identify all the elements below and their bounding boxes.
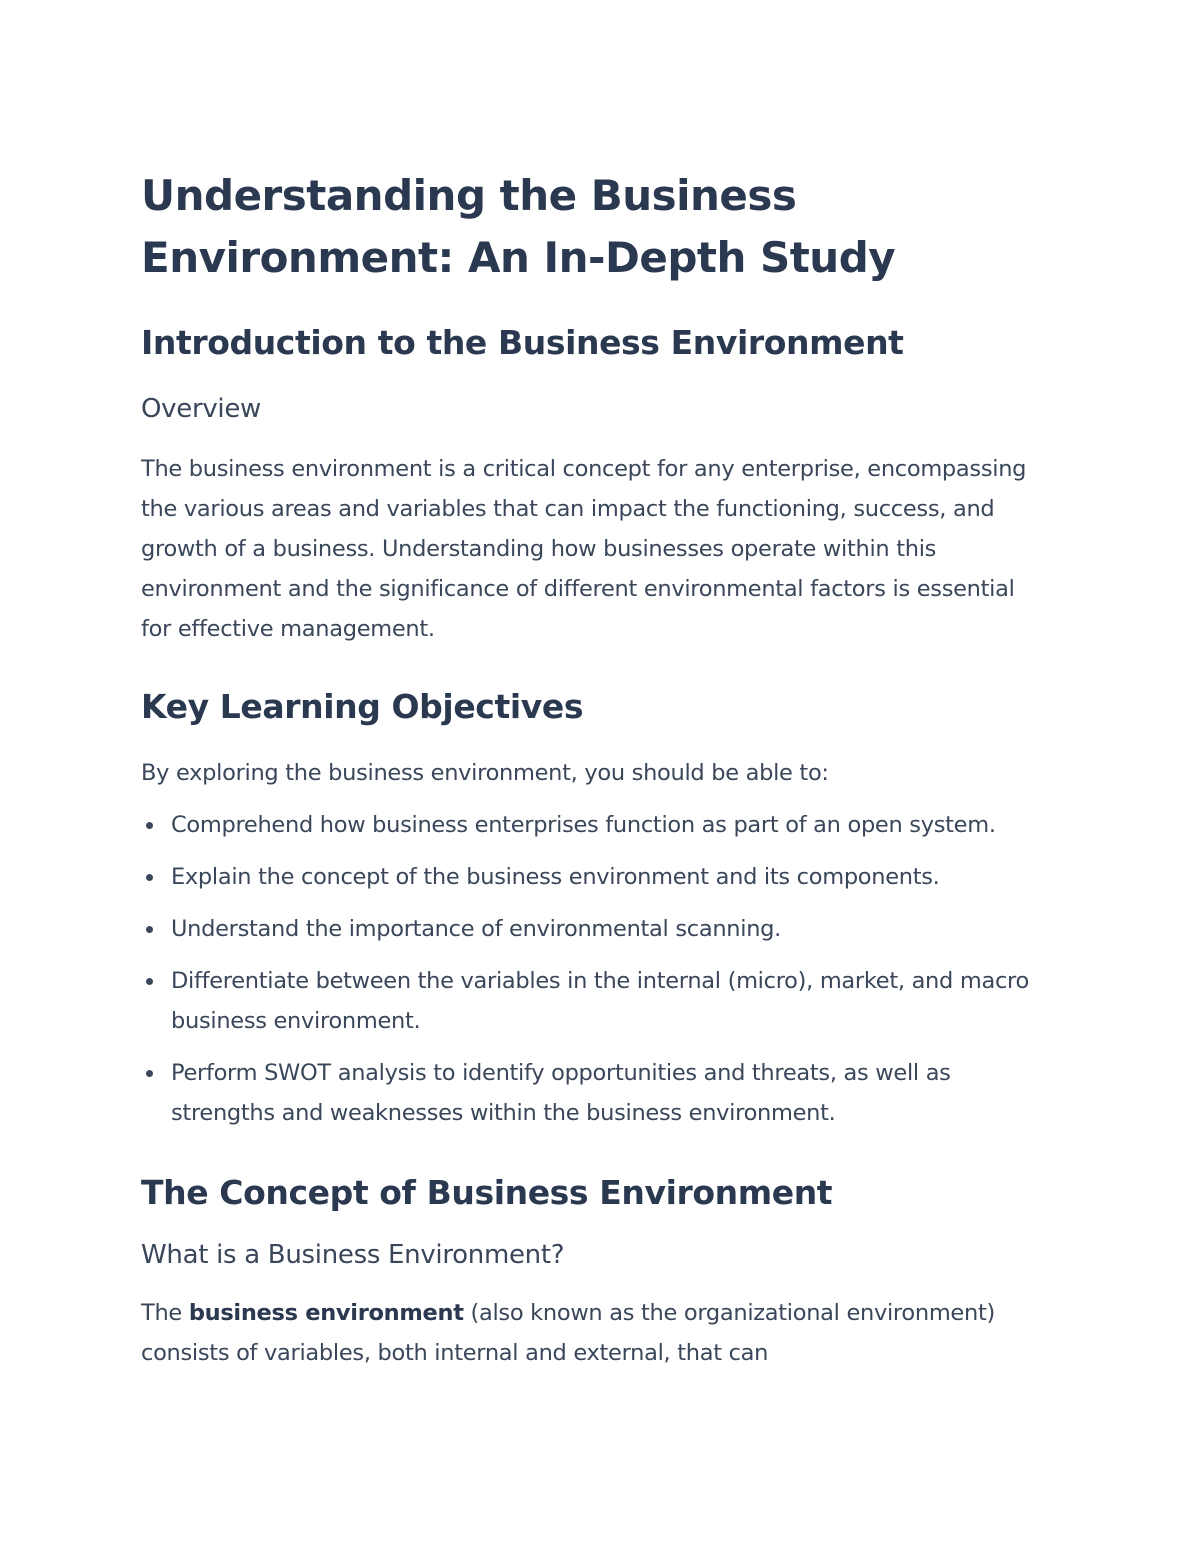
concept-term: business environment	[188, 1300, 464, 1326]
section-heading-objectives: Key Learning Objectives	[141, 687, 584, 726]
subheading-what-is: What is a Business Environment?	[141, 1240, 565, 1270]
section-heading-concept: The Concept of Business Environment	[141, 1173, 833, 1212]
subheading-overview: Overview	[141, 394, 262, 424]
list-item: Understand the importance of environmental scanning.	[171, 909, 1050, 949]
list-item: Perform SWOT analysis to identify opportunities and threats, as well as strengths and weaknesses within the business environment.	[171, 1053, 1050, 1133]
overview-paragraph: The business environment is a critical concept for any enterprise, encompassing the various areas and variables that can impact the functioning, success, and growth of a business. Understanding how businesses operate within this environment and the significance of different environmental factors is essential for effective management.	[141, 456, 1027, 642]
list-item: Differentiate between the variables in the internal (micro), market, and macro business environment.	[171, 961, 1050, 1041]
concept-paragraph	[141, 1293, 1050, 1373]
list-item: Comprehend how business enterprises function as part of an open system.	[171, 805, 1050, 845]
section-heading-introduction: Introduction to the Business Environment	[141, 323, 904, 362]
list-item: Explain the concept of the business environment and its components.	[171, 857, 1050, 897]
concept-text-start: The	[141, 1300, 189, 1326]
objectives-list	[141, 805, 1050, 1133]
document-title: Understanding the Business Environment: An In-Depth Study	[141, 171, 896, 282]
objectives-lead: By exploring the business environment, you should be able to:	[141, 760, 829, 786]
concept-text-rest: (also known as the organizational environment) consists of variables, both internal and external, that can	[141, 1300, 995, 1366]
